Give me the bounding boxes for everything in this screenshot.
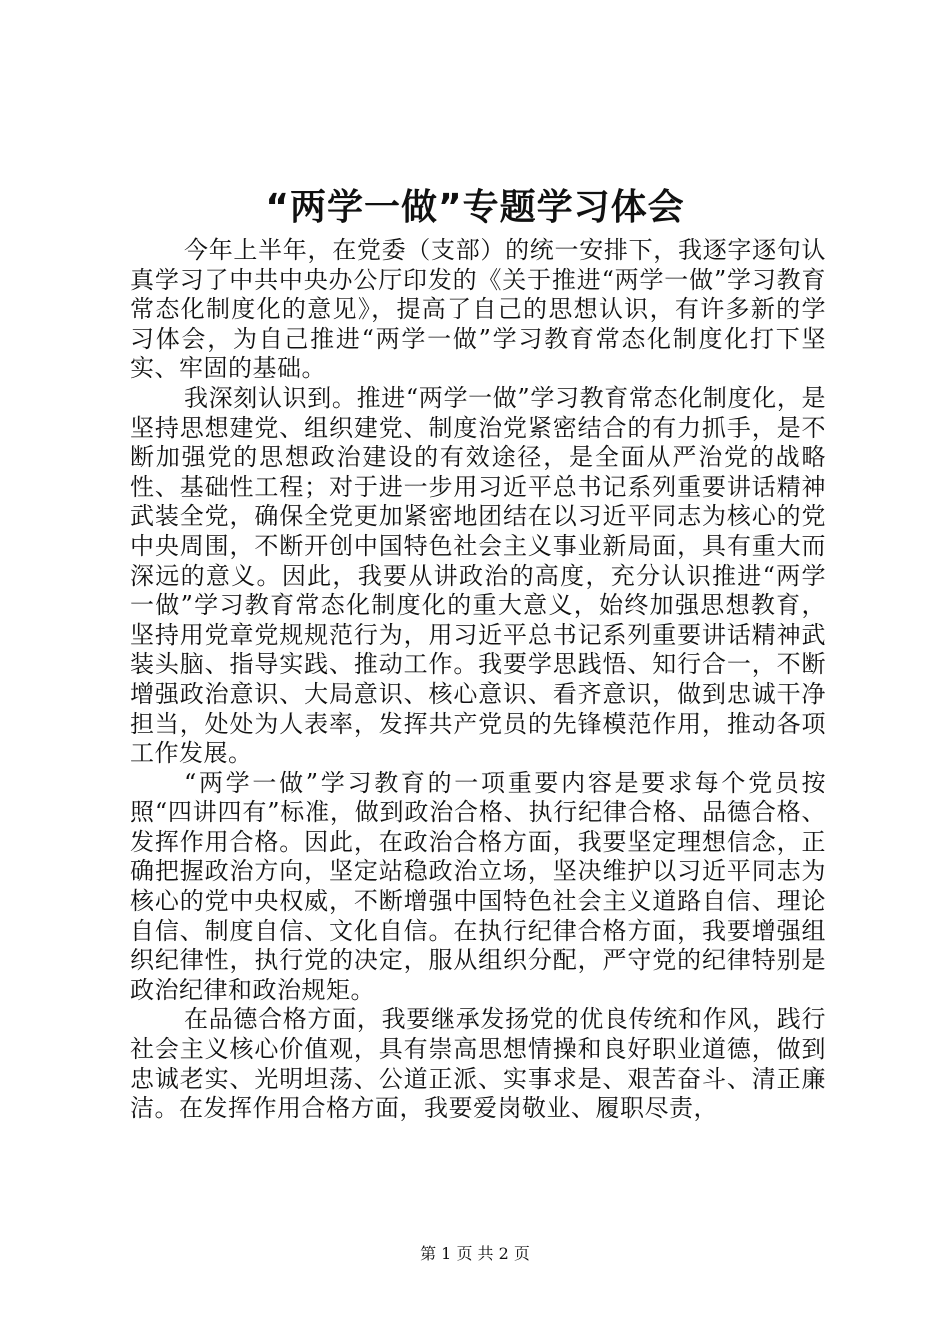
- paragraph-4: 在品德合格方面，我要继承发扬党的优良传统和作风，践行社会主义核心价值观，具有崇高思想情操和良好职业道德，做到忠诚老实、光明坦荡、公道正派、实事求是、艰苦奋斗、清正廉洁。在发挥作用合格方面，我要爱岗敬业、履职尽责，: [130, 1005, 826, 1123]
- page-number-footer: 第 1 页 共 2 页: [420, 1244, 530, 1263]
- document-title: “两学一做”专题学习体会: [265, 187, 685, 228]
- document-body: [130, 236, 826, 1124]
- paragraph-2: 我深刻认识到。推进“两学一做”学习教育常态化制度化，是坚持思想建党、组织建党、制度治党紧密结合的有力抓手，是不断加强党的思想政治建设的有效途径，是全面从严治党的战略性、基础性工程；对于进一步用习近平总书记系列重要讲话精神武装全党，确保全党更加紧密地团结在以习近平同志为核心的党中央周围，不断开创中国特色社会主义事业新局面，具有重大而深远的意义。因此，我要从讲政治的高度，充分认识推进“两学一做”学习教育常态化制度化的重大意义，始终加强思想教育，坚持用党章党规规范行为，用习近平总书记系列重要讲话精神武装头脑、指导实践、推动工作。我要学思践悟、知行合一，不断增强政治意识、大局意识、核心意识、看齐意识，做到忠诚干净担当，处处为人表率，发挥共产党员的先锋模范作用，推动各项工作发展。: [130, 383, 826, 768]
- paragraph-3: “两学一做”学习教育的一项重要内容是要求每个党员按照“四讲四有”标准，做到政治合格、执行纪律合格、品德合格、发挥作用合格。因此，在政治合格方面，我要坚定理想信念，正确把握政治方向，坚定站稳政治立场，坚决维护以习近平同志为核心的党中央权威，不断增强中国特色社会主义道路自信、理论自信、制度自信、文化自信。在执行纪律合格方面，我要增强组织纪律性，执行党的决定，服从组织分配，严守党的纪律特别是政治纪律和政治规矩。: [130, 768, 826, 1004]
- paragraph-1: 今年上半年，在党委（支部）的统一安排下，我逐字逐句认真学习了中共中央办公厅印发的《关于推进“两学一做”学习教育常态化制度化的意见》，提高了自己的思想认识，有许多新的学习体会，为自己推进“两学一做”学习教育常态化制度化打下坚实、牢固的基础。: [130, 236, 826, 383]
